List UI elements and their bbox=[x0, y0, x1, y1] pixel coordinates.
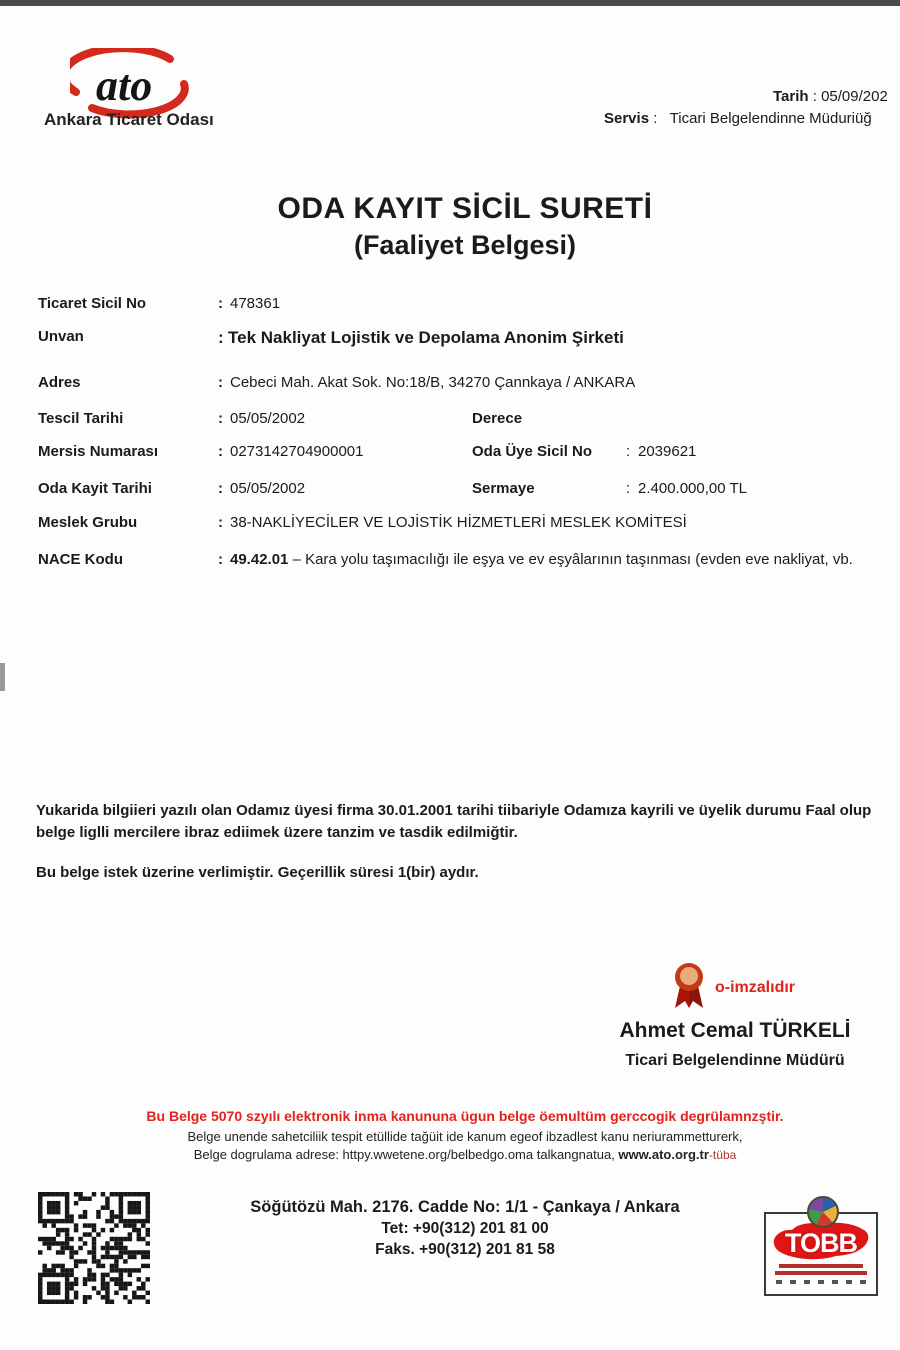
tobb-small-text-line bbox=[775, 1271, 867, 1275]
field-value: Tek Nakliyat Lojistik ve Depolama Anonim Şirketi bbox=[228, 328, 624, 347]
field-row-oda-kayit-tarihi bbox=[0, 480, 900, 504]
esign-label: o-imzalıdır bbox=[715, 979, 796, 996]
field-row-ticaret-sicil-no bbox=[0, 295, 900, 319]
disclaimer-line1: Bu Belge 5070 szyılı elektronik inma kanununa ügun belge öemultüm gerccogik degrülamnzştir. bbox=[146, 1108, 784, 1124]
disclaimer-line3 bbox=[0, 1147, 900, 1162]
field-colon: : bbox=[218, 480, 223, 497]
field-label: Mersis Numarası bbox=[38, 443, 159, 460]
seal-ribbon-icon bbox=[673, 962, 705, 1015]
tobb-logo bbox=[764, 1196, 878, 1300]
title-line2: (Faaliyet Belgesi) bbox=[353, 230, 577, 260]
field-row-unvan bbox=[0, 328, 900, 352]
field-colon: : bbox=[218, 514, 223, 531]
verification-address-text: Belge dogrulama adrese: httpy.wwetene.org/belbedgo.oma talkangnatua, bbox=[193, 1147, 619, 1162]
field-colon: : bbox=[626, 480, 631, 497]
servis-line bbox=[604, 110, 872, 127]
tobb-small-text-line bbox=[779, 1264, 863, 1268]
field-label: Unvan bbox=[38, 328, 84, 345]
servis-colon: : bbox=[653, 110, 658, 127]
page-top-bar bbox=[0, 0, 900, 6]
scan-edge-artifact bbox=[0, 663, 5, 691]
field-label: Adres bbox=[38, 374, 81, 391]
field-label: NACE Kodu bbox=[38, 551, 123, 568]
document-title bbox=[0, 192, 900, 261]
footer-address: Söğütözü Mah. 2176. Cadde No: 1/1 - Çankaya / Ankara bbox=[250, 1198, 680, 1216]
esign-row bbox=[673, 963, 895, 1013]
org-name: Ankara Ticaret Odası bbox=[44, 110, 214, 129]
statement-paragraph: Yukarida bilgiieri yazılı olan Odamız üyesi firma 30.01.2001 tarihi tiibariyle Odamıza kayrili ve üyelik durumu Faal olup belge liglli mercilere ibraz ediimek üzere tanzim ve tasdik edilmiğtir. bbox=[36, 802, 872, 841]
signature-block bbox=[575, 963, 895, 1070]
validity-paragraph: Bu belge istek üzerine verlimiştir. Geçerillik süresi 1(bir) aydır. bbox=[36, 864, 479, 881]
field-value: Cebeci Mah. Akat Sok. No:18/B, 34270 Çannkaya / ANKARA bbox=[230, 374, 636, 391]
ato-url: www.ato.org.tr bbox=[618, 1147, 709, 1162]
field-label-sermaye: Sermaye bbox=[472, 480, 535, 497]
ato-logo-text: ato bbox=[96, 61, 153, 110]
field-colon: : bbox=[218, 328, 224, 347]
url-suffix: -tüba bbox=[708, 1148, 737, 1162]
date-value: 05/09/202 bbox=[821, 88, 888, 105]
field-label-derece: Derece bbox=[472, 410, 523, 427]
field-colon: : bbox=[626, 443, 631, 460]
field-colon: : bbox=[218, 410, 223, 427]
footer-fax: Faks. +90(312) 201 81 58 bbox=[375, 1241, 555, 1258]
field-label: Ticaret Sicil No bbox=[38, 295, 147, 312]
field-colon: : bbox=[218, 374, 223, 391]
field-row-mersis bbox=[0, 443, 900, 467]
nace-code: 49.42.01 bbox=[230, 551, 289, 568]
field-row-tescil-tarihi bbox=[0, 410, 900, 434]
field-value: 0273142704900001 bbox=[230, 443, 364, 460]
servis-value: Ticari Belgelendinne Müduriüğ bbox=[669, 110, 872, 127]
field-value-oda-uye-sicil: 2039621 bbox=[638, 443, 697, 460]
date-line bbox=[773, 88, 888, 105]
field-row-nace-kodu bbox=[0, 551, 900, 575]
date-colon: : bbox=[812, 88, 817, 105]
field-label-oda-uye-sicil: Oda Üye Sicil No bbox=[472, 443, 593, 460]
disclaimer-line2: Belge unende sahetciliik tespit etüllide tağüit ide kanum egeof ibzadlest kanu neriurammetturerk, bbox=[187, 1129, 743, 1144]
field-colon: : bbox=[218, 551, 223, 568]
signer-title: Ticari Belgelendinne Müdürü bbox=[625, 1052, 845, 1069]
signer-name: Ahmet Cemal TÜRKELİ bbox=[619, 1019, 851, 1042]
field-row-meslek-grubu bbox=[0, 514, 900, 538]
field-value: 478361 bbox=[230, 295, 281, 312]
date-label: Tarih bbox=[773, 88, 809, 105]
tobb-digits-row bbox=[776, 1280, 866, 1284]
field-label: Tescil Tarihi bbox=[38, 410, 124, 427]
tobb-wordmark: TOBB bbox=[784, 1228, 857, 1258]
field-value: 05/05/2002 bbox=[230, 410, 306, 427]
servis-label: Servis bbox=[604, 110, 650, 127]
nace-description: – Kara yolu taşımacılığı ile eşya ve ev eşyâlarının taşınması (evden eve nakliyat, vb. bbox=[292, 551, 853, 568]
field-colon: : bbox=[218, 295, 223, 312]
field-colon: : bbox=[218, 443, 223, 460]
field-label: Meslek Grubu bbox=[38, 514, 138, 531]
footer-phone: Tet: +90(312) 201 81 00 bbox=[381, 1220, 549, 1237]
legal-disclaimer bbox=[0, 1108, 900, 1162]
field-value: 05/05/2002 bbox=[230, 480, 306, 497]
field-value bbox=[230, 551, 853, 568]
field-value: 38-NAKLİYECİLER VE LOJİSTİK HİZMETLERİ MESLEK KOMİTESİ bbox=[230, 514, 687, 531]
field-row-adres bbox=[0, 374, 900, 398]
field-value-sermaye: 2.400.000,00 TL bbox=[638, 480, 747, 497]
field-label: Oda Kayit Tarihi bbox=[38, 480, 152, 497]
tobb-emblem-icon bbox=[807, 1196, 839, 1228]
title-line1: ODA KAYIT SİCİL SURETİ bbox=[277, 192, 653, 225]
